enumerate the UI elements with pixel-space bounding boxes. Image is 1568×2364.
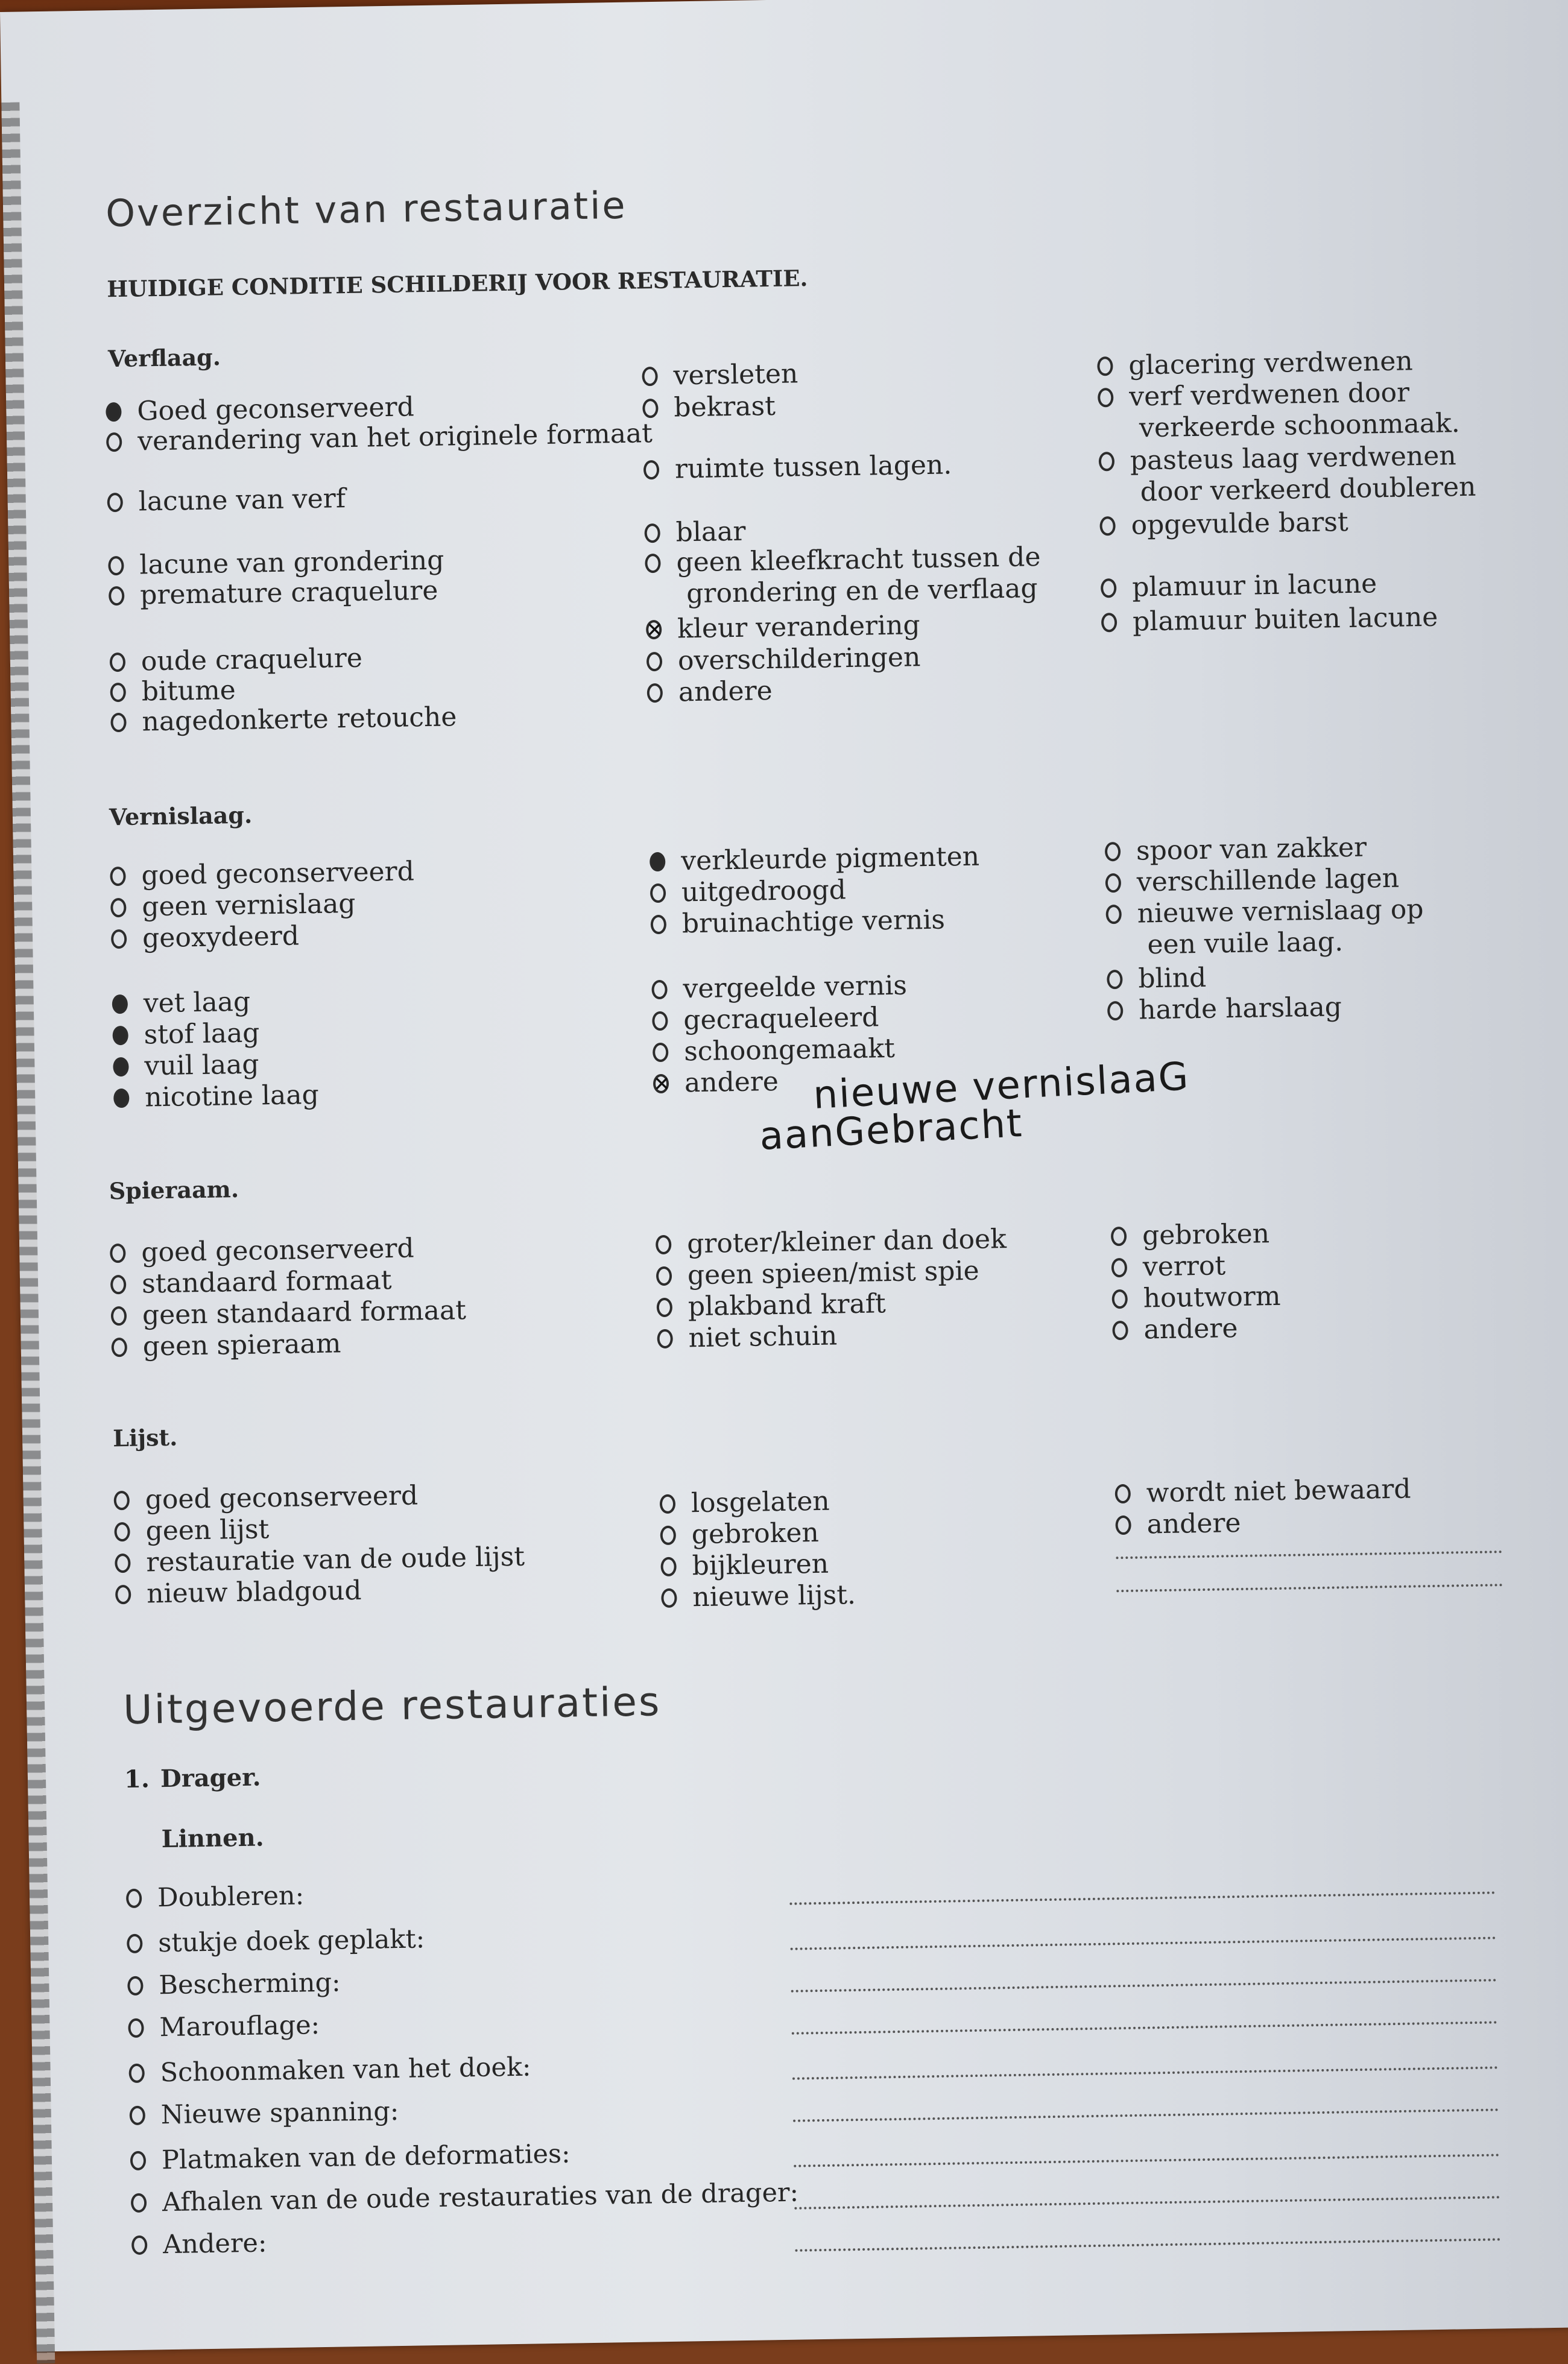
lijst-checkbox-item[interactable] xyxy=(660,1517,819,1551)
vernislaag-checkbox-item[interactable] xyxy=(112,987,250,1020)
vernislaag-checkbox-item[interactable] xyxy=(650,841,980,878)
verflaag-checkbox-item[interactable] xyxy=(644,516,746,549)
verflaag-checkbox-item[interactable] xyxy=(1097,346,1413,382)
checkbox-label: verkleurde pigmenten xyxy=(680,841,980,877)
checkbox-marked-icon[interactable] xyxy=(112,994,128,1014)
checkbox-label: losgelaten xyxy=(691,1485,830,1519)
checkbox-circle-icon[interactable] xyxy=(645,554,660,573)
checkbox-label: nagedonkerte retouche xyxy=(142,701,457,738)
drager-number: 1. xyxy=(124,1765,150,1794)
checkbox-label: oude craquelure xyxy=(141,642,363,677)
verflaag-checkbox-item[interactable] xyxy=(646,610,920,645)
verflaag-checkbox-item[interactable] xyxy=(110,643,363,678)
checkbox-label: plamuur in lacune xyxy=(1131,568,1377,603)
restauratie-item[interactable] xyxy=(127,1967,341,2002)
handwritten-note-line1: nieuwe vernislaaG xyxy=(812,1054,1190,1118)
restauratie-label: Andere: xyxy=(162,2228,267,2260)
checkbox-circle-icon[interactable] xyxy=(110,867,125,886)
checkbox-circle-icon[interactable] xyxy=(110,653,125,672)
checkbox-label: andere xyxy=(678,675,773,708)
checkbox-marked-icon[interactable] xyxy=(650,852,665,871)
lijst-checkbox-item[interactable] xyxy=(114,1514,269,1547)
page-title: Overzicht van restauratie xyxy=(105,183,628,236)
checkbox-circle-icon[interactable] xyxy=(1097,356,1113,376)
verflaag-checkbox-item[interactable] xyxy=(109,575,438,612)
checkbox-circle-icon[interactable] xyxy=(126,1889,142,1908)
verflaag-checkbox-item[interactable] xyxy=(642,358,798,392)
checkbox-label: bruinachtige vernis xyxy=(681,904,946,940)
checkbox-circle-icon[interactable] xyxy=(1101,613,1117,632)
checkbox-label-continued: een vuile laag. xyxy=(1147,926,1344,961)
vernislaag-checkbox-item[interactable] xyxy=(1105,832,1367,868)
handwritten-note-line2: aanGebracht xyxy=(758,1101,1024,1160)
checkbox-label: nicotine laag xyxy=(144,1079,320,1113)
vernislaag-checkbox-item[interactable] xyxy=(653,1066,779,1099)
restauratie-label: Platmaken van de deformaties: xyxy=(161,2138,571,2176)
checkbox-circle-icon[interactable] xyxy=(660,1557,676,1576)
checkbox-circle-icon[interactable] xyxy=(110,1244,125,1263)
checkbox-label: blaar xyxy=(675,516,746,548)
verflaag-checkbox-item[interactable] xyxy=(643,449,952,485)
checkbox-circle-icon[interactable] xyxy=(1112,1289,1128,1309)
checkbox-label: verandering van het originele formaat xyxy=(137,418,653,457)
restauratie-item[interactable] xyxy=(131,2177,799,2219)
restauratie-item[interactable] xyxy=(131,2228,267,2261)
restauratie-item[interactable] xyxy=(129,2096,399,2131)
spieraam-checkbox-item[interactable] xyxy=(110,1233,414,1269)
vernislaag-checkbox-item[interactable] xyxy=(651,970,907,1006)
checkbox-circle-icon[interactable] xyxy=(110,683,125,702)
restauratie-item[interactable] xyxy=(128,2009,320,2044)
checkbox-label: bijkleuren xyxy=(692,1548,829,1582)
checkbox-label: groter/kleiner dan doek xyxy=(686,1224,1007,1260)
checkbox-circle-icon[interactable] xyxy=(656,1266,672,1286)
checkbox-label: bekrast xyxy=(674,390,776,423)
checkbox-label: nieuw bladgoud xyxy=(146,1575,362,1610)
vernislaag-checkbox-item[interactable] xyxy=(653,1033,895,1068)
checkbox-label: vergeelde vernis xyxy=(683,970,908,1005)
verflaag-checkbox-item[interactable] xyxy=(646,642,921,677)
checkbox-label: overschilderingen xyxy=(677,642,921,677)
checkbox-circle-icon[interactable] xyxy=(1111,1258,1127,1277)
checkbox-label: niet schuin xyxy=(688,1320,838,1354)
fill-in-line[interactable] xyxy=(795,2238,1500,2251)
spieraam-checkbox-item[interactable] xyxy=(1111,1250,1226,1283)
page-subtitle: HUIDIGE CONDITIE SCHILDERIJ VOOR RESTAURATIE. xyxy=(106,265,808,303)
checkbox-label: gebroken xyxy=(1142,1218,1270,1251)
checkbox-label: geen kleefkracht tussen de xyxy=(676,542,1041,578)
checkbox-circle-icon[interactable] xyxy=(131,2236,147,2255)
lijst-checkbox-item[interactable] xyxy=(115,1541,525,1579)
checkbox-label: lacune van verf xyxy=(138,483,346,517)
checkbox-circle-icon[interactable] xyxy=(111,929,127,949)
fill-in-line[interactable] xyxy=(791,1979,1497,1992)
checkbox-circle-icon[interactable] xyxy=(128,2064,144,2083)
restauratie-item[interactable] xyxy=(127,1923,425,1959)
checkbox-label: verschillende lagen xyxy=(1136,862,1400,898)
lijst-checkbox-item[interactable] xyxy=(1115,1508,1241,1541)
checkbox-label: schoongemaakt xyxy=(683,1032,896,1067)
verflaag-checkbox-item[interactable] xyxy=(1101,568,1377,604)
checkbox-marked-icon[interactable] xyxy=(113,1057,128,1076)
lijst-checkbox-item[interactable] xyxy=(660,1549,829,1582)
checkbox-circle-icon[interactable] xyxy=(112,1338,127,1357)
checkbox-circle-icon[interactable] xyxy=(1105,905,1121,924)
checkbox-label: geen spieraam xyxy=(142,1328,341,1362)
checkbox-label: goed geconserveerd xyxy=(145,1480,419,1515)
checkbox-label: ruimte tussen lagen. xyxy=(674,449,952,485)
spieraam-checkbox-item[interactable] xyxy=(1111,1281,1281,1315)
checkbox-circle-icon[interactable] xyxy=(1099,516,1115,536)
checkbox-label: andere xyxy=(1143,1313,1238,1345)
checkbox-circle-icon[interactable] xyxy=(127,1934,142,1953)
lijst-checkbox-item[interactable] xyxy=(113,1480,418,1516)
lijst-checkbox-item[interactable] xyxy=(1114,1474,1411,1510)
restauraties-title: Uitgevoerde restauraties xyxy=(122,1678,662,1734)
verflaag-checkbox-item[interactable] xyxy=(110,701,457,738)
spieraam-heading: Spieraam. xyxy=(109,1175,239,1205)
checkbox-label: spoor van zakker xyxy=(1136,832,1367,867)
spieraam-checkbox-item[interactable] xyxy=(111,1328,341,1363)
checkbox-marked-icon[interactable] xyxy=(106,402,121,422)
spieraam-checkbox-item[interactable] xyxy=(110,1265,392,1300)
checkbox-label: andere xyxy=(1146,1507,1241,1540)
checkbox-circle-icon[interactable] xyxy=(650,883,666,903)
fill-in-line[interactable] xyxy=(791,1936,1496,1950)
spieraam-checkbox-item[interactable] xyxy=(656,1224,1007,1260)
checkbox-circle-icon[interactable] xyxy=(1105,873,1121,893)
checkbox-label-continued: grondering en de verflaag xyxy=(686,573,1038,610)
restauratie-label: Bescherming: xyxy=(159,1967,341,2001)
lijst-checkbox-item[interactable] xyxy=(115,1575,362,1610)
vernislaag-checkbox-item[interactable] xyxy=(650,874,847,909)
vernislaag-checkbox-item[interactable] xyxy=(113,1079,319,1114)
checkbox-circle-icon[interactable] xyxy=(110,898,126,917)
checkbox-circle-icon[interactable] xyxy=(652,1011,668,1031)
vernislaag-checkbox-item[interactable] xyxy=(110,888,356,923)
checkbox-label: geen vernislaag xyxy=(141,888,356,923)
checkbox-label: plamuur buiten lacune xyxy=(1132,601,1438,637)
restauratie-item[interactable] xyxy=(128,2052,531,2089)
checkbox-label: uitgedroogd xyxy=(681,874,847,908)
checkbox-circle-icon[interactable] xyxy=(107,493,123,512)
checkbox-circle-icon[interactable] xyxy=(657,1298,672,1317)
vernislaag-checkbox-item[interactable] xyxy=(111,920,300,955)
checkbox-circle-icon[interactable] xyxy=(110,713,126,732)
checkbox-circle-icon[interactable] xyxy=(660,1526,676,1545)
checkbox-circle-icon[interactable] xyxy=(661,1588,677,1608)
vernislaag-heading: Vernislaag. xyxy=(109,801,253,831)
vernislaag-checkbox-item[interactable] xyxy=(652,1002,879,1037)
checkbox-label: geen spieen/mist spie xyxy=(687,1255,979,1291)
checkbox-label: standaard formaat xyxy=(141,1265,392,1300)
checkbox-label: vet laag xyxy=(143,986,251,1019)
vernislaag-checkbox-item[interactable] xyxy=(1105,863,1400,899)
drager-heading: Drager. xyxy=(160,1763,261,1794)
vernislaag-checkbox-item[interactable] xyxy=(112,1017,260,1051)
checkbox-circle-icon[interactable] xyxy=(647,683,663,703)
checkbox-label: goed geconserveerd xyxy=(141,1233,414,1268)
checkbox-label: geen standaard formaat xyxy=(142,1295,467,1331)
checkbox-label: goed geconserveerd xyxy=(141,856,415,891)
verflaag-checkbox-item[interactable] xyxy=(1099,507,1348,542)
vernislaag-checkbox-item[interactable] xyxy=(650,905,945,941)
verflaag-checkbox-item[interactable] xyxy=(110,675,236,708)
checkbox-label: nieuwe lijst. xyxy=(692,1579,856,1613)
verflaag-checkbox-item[interactable] xyxy=(107,483,346,518)
checkbox-label: geoxydeerd xyxy=(142,920,300,954)
checkbox-label: gebroken xyxy=(691,1517,820,1550)
checkbox-circle-icon[interactable] xyxy=(114,1491,130,1510)
checkbox-circle-icon[interactable] xyxy=(642,367,657,386)
spieraam-checkbox-item[interactable] xyxy=(656,1288,886,1323)
checkbox-circle-icon[interactable] xyxy=(1107,970,1122,989)
checkbox-circle-icon[interactable] xyxy=(108,556,124,575)
checkbox-label: nieuwe vernislaag op xyxy=(1137,894,1424,929)
checkbox-label: gecraqueleerd xyxy=(683,1002,879,1036)
checkbox-label: premature craquelure xyxy=(139,575,438,611)
verflaag-checkbox-item[interactable] xyxy=(642,391,776,424)
checkbox-circle-icon[interactable] xyxy=(1098,388,1113,407)
lijst-heading: Lijst. xyxy=(112,1423,178,1452)
checkbox-label-continued: door verkeerd doubleren xyxy=(1140,471,1476,508)
checkbox-label: restauratie van de oude lijst xyxy=(146,1541,525,1578)
checkbox-label: wordt niet bewaard xyxy=(1146,1473,1411,1509)
vernislaag-checkbox-item[interactable] xyxy=(1107,962,1207,996)
checkbox-circle-icon[interactable] xyxy=(1115,1515,1131,1535)
checkbox-label: stof laag xyxy=(144,1017,260,1051)
checkbox-circle-icon[interactable] xyxy=(110,1275,126,1294)
checkbox-circle-icon[interactable] xyxy=(130,2106,145,2125)
fill-in-line[interactable] xyxy=(793,2108,1499,2122)
checkbox-circle-icon[interactable] xyxy=(643,460,659,479)
fill-in-line[interactable] xyxy=(1116,1584,1502,1592)
vernislaag-checkbox-item[interactable] xyxy=(1105,894,1424,930)
checkbox-circle-icon[interactable] xyxy=(114,1522,130,1541)
checkbox-circle-icon[interactable] xyxy=(115,1585,131,1604)
checkbox-label: glacering verdwenen xyxy=(1128,346,1414,381)
spieraam-checkbox-item[interactable] xyxy=(1112,1313,1238,1346)
checkbox-marked-icon[interactable] xyxy=(113,1089,129,1108)
verflaag-checkbox-item[interactable] xyxy=(1098,377,1410,413)
checkbox-marked-icon[interactable] xyxy=(112,1026,128,1045)
checkbox-marked-icon[interactable] xyxy=(653,1074,669,1093)
checkbox-label: geen lijst xyxy=(145,1514,270,1547)
checkbox-circle-icon[interactable] xyxy=(115,1553,130,1573)
checkbox-circle-icon[interactable] xyxy=(646,652,662,671)
checkbox-marked-icon[interactable] xyxy=(646,620,662,639)
checkbox-label: versleten xyxy=(673,358,798,391)
lijst-checkbox-item[interactable] xyxy=(661,1579,856,1614)
checkbox-circle-icon[interactable] xyxy=(656,1235,671,1254)
restauratie-label: Nieuwe spanning: xyxy=(160,2096,399,2131)
checkbox-label: Goed geconserveerd xyxy=(137,391,415,427)
checkbox-circle-icon[interactable] xyxy=(111,1306,127,1326)
checkbox-circle-icon[interactable] xyxy=(1112,1321,1128,1340)
checkbox-label-continued: verkeerde schoonmaak. xyxy=(1139,408,1461,444)
restauratie-label: Doubleren: xyxy=(157,1880,305,1914)
checkbox-label: pasteus laag verdwenen xyxy=(1130,440,1457,476)
verflaag-heading: Verflaag. xyxy=(107,343,221,373)
checkbox-label: verf verdwenen door xyxy=(1128,377,1410,412)
checkbox-circle-icon[interactable] xyxy=(1115,1484,1131,1503)
lijst-checkbox-item[interactable] xyxy=(660,1486,830,1520)
fill-in-line[interactable] xyxy=(792,2021,1497,2034)
checkbox-label: verrot xyxy=(1142,1250,1226,1283)
checkbox-circle-icon[interactable] xyxy=(109,586,124,605)
checkbox-label: lacune van grondering xyxy=(139,545,444,581)
checkbox-label: kleur verandering xyxy=(677,610,921,645)
checkbox-circle-icon[interactable] xyxy=(651,980,667,999)
checkbox-circle-icon[interactable] xyxy=(1101,578,1116,598)
fill-in-line[interactable] xyxy=(792,2066,1498,2079)
checkbox-circle-icon[interactable] xyxy=(131,2193,147,2213)
spieraam-checkbox-item[interactable] xyxy=(1111,1218,1270,1252)
fill-in-line[interactable] xyxy=(794,2196,1500,2209)
spieraam-checkbox-item[interactable] xyxy=(111,1295,467,1332)
restauratie-label: stukje doek geplakt: xyxy=(157,1924,425,1959)
checkbox-label: opgevulde barst xyxy=(1131,506,1348,541)
spieraam-checkbox-item[interactable] xyxy=(657,1320,837,1354)
checkbox-circle-icon[interactable] xyxy=(644,523,660,543)
checkbox-label: vuil laag xyxy=(144,1049,259,1082)
checkbox-circle-icon[interactable] xyxy=(130,2151,146,2170)
restauratie-item[interactable] xyxy=(126,1880,305,1914)
checkbox-circle-icon[interactable] xyxy=(1107,1001,1123,1020)
verflaag-checkbox-item[interactable] xyxy=(1101,602,1438,639)
checkbox-label: plakband kraft xyxy=(688,1288,887,1323)
vernislaag-checkbox-item[interactable] xyxy=(113,1049,259,1082)
checkbox-label: harde harslaag xyxy=(1138,991,1342,1026)
checkbox-label: andere xyxy=(684,1066,779,1099)
restauratie-label: Afhalen van de oude restauraties van de drager: xyxy=(162,2177,799,2218)
checkbox-circle-icon[interactable] xyxy=(1111,1227,1127,1246)
verflaag-checkbox-item[interactable] xyxy=(646,675,773,709)
checkbox-label: blind xyxy=(1138,962,1207,994)
checkbox-circle-icon[interactable] xyxy=(642,399,658,418)
checkbox-circle-icon[interactable] xyxy=(1099,452,1114,471)
spiral-binding xyxy=(1,103,55,2364)
vernislaag-checkbox-item[interactable] xyxy=(1107,991,1342,1026)
checkbox-circle-icon[interactable] xyxy=(657,1329,672,1348)
checkbox-label: bitume xyxy=(141,675,236,707)
checkbox-circle-icon[interactable] xyxy=(106,432,122,452)
spieraam-checkbox-item[interactable] xyxy=(656,1256,979,1292)
checkbox-circle-icon[interactable] xyxy=(128,2018,144,2038)
restauratie-label: Schoonmaken van het doek: xyxy=(160,2052,531,2088)
restauratie-label: Marouflage: xyxy=(159,2010,320,2043)
checkbox-circle-icon[interactable] xyxy=(1105,842,1121,861)
verflaag-checkbox-item[interactable] xyxy=(1099,440,1457,477)
fill-in-line[interactable] xyxy=(794,2154,1499,2167)
linnen-heading: Linnen. xyxy=(161,1823,264,1854)
checkbox-circle-icon[interactable] xyxy=(660,1494,675,1514)
vernislaag-checkbox-item[interactable] xyxy=(110,856,414,892)
fill-in-line[interactable] xyxy=(789,1891,1495,1904)
checkbox-label: houtworm xyxy=(1143,1280,1281,1314)
fill-in-line[interactable] xyxy=(1116,1550,1502,1559)
restauratie-item[interactable] xyxy=(130,2138,571,2176)
checkbox-circle-icon[interactable] xyxy=(651,915,666,934)
checkbox-circle-icon[interactable] xyxy=(127,1976,143,1996)
checkbox-circle-icon[interactable] xyxy=(653,1043,668,1062)
